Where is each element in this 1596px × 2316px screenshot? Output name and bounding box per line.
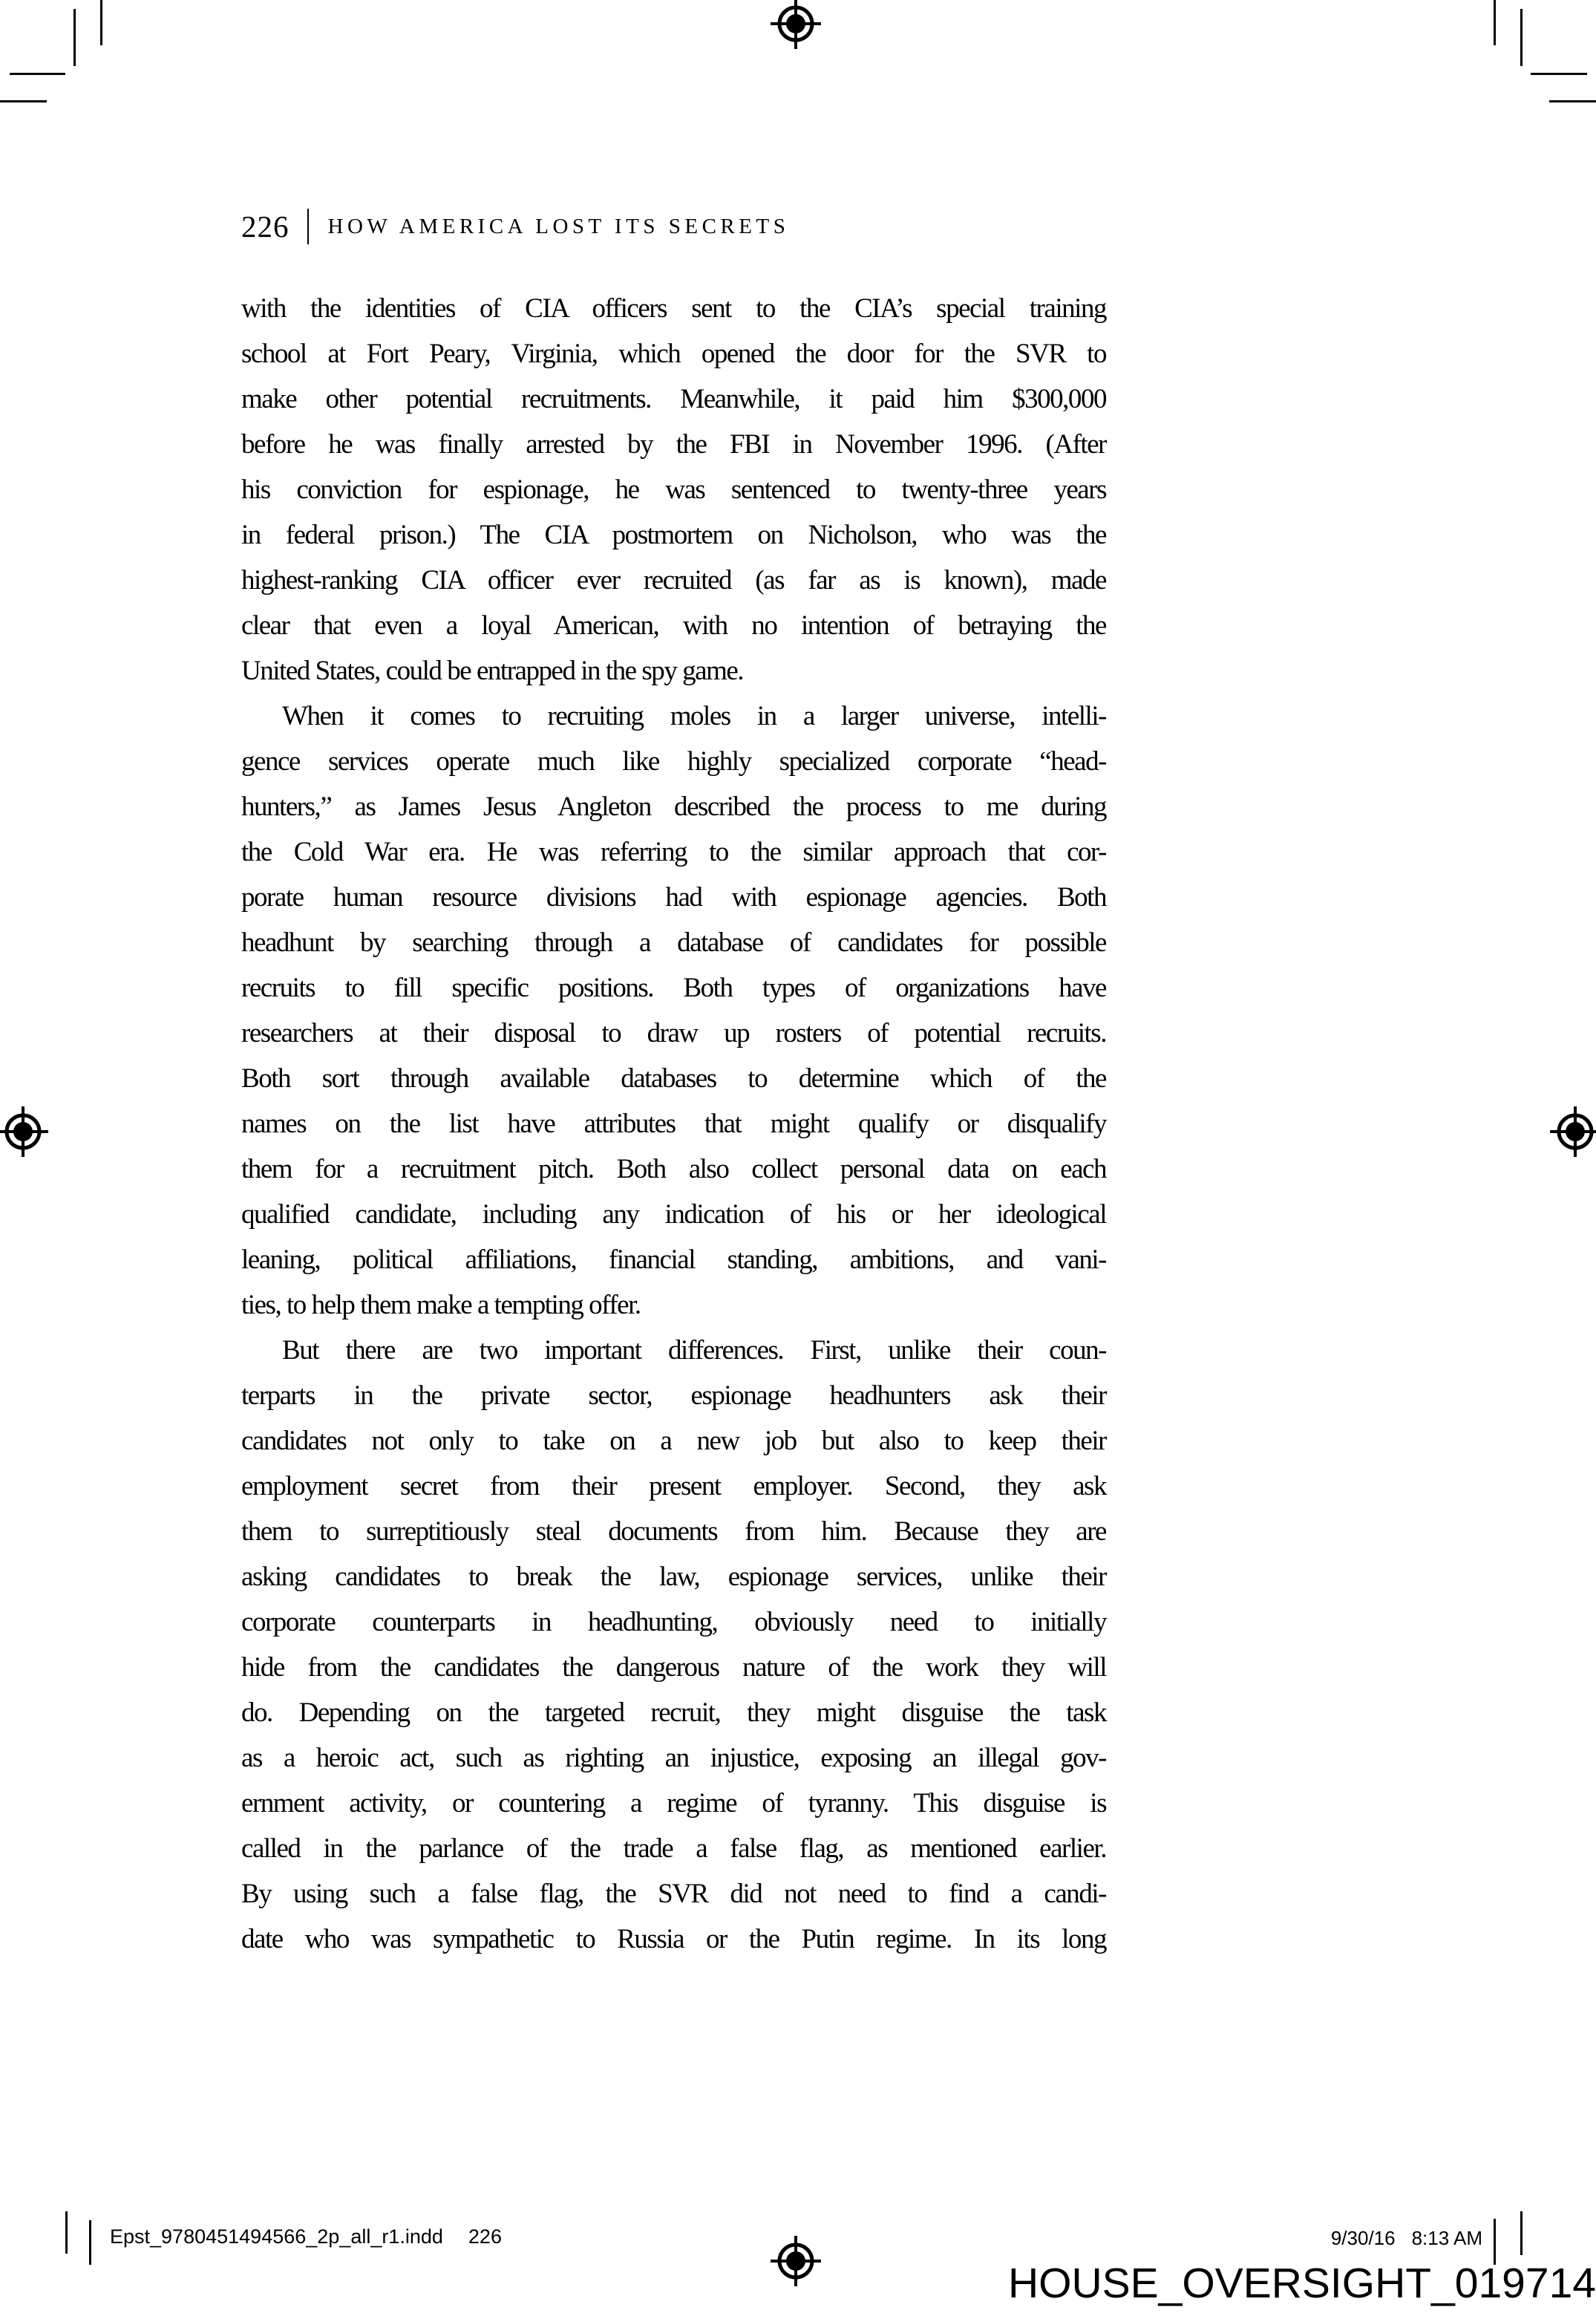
body-line: highest-ranking CIA officer ever recruited (as far as is known), made [241,565,1106,596]
body-line: hide from the candidates the dangerous nature of the work they will [241,1652,1106,1683]
crop-mark [73,9,76,66]
body-line: them to surreptitiously steal documents from him. Because they are [241,1516,1106,1547]
crop-mark [89,2220,91,2265]
footer-slug-left [110,2225,502,2248]
body-line: But there are two important differences. First, unlike their coun- [282,1335,1106,1366]
body-line: United States, could be entrapped in the spy game. [241,656,744,686]
body-line: terparts in the private sector, espionage headhunters ask their [241,1380,1106,1411]
body-line: names on the list have attributes that might qualify or disqualify [241,1109,1106,1139]
body-line: the Cold War era. He was referring to the similar approach that cor- [241,837,1106,867]
body-text [241,286,1106,1962]
slug-time: 8:13 AM [1411,2227,1482,2249]
slug-filename: Epst_9780451494566_2p_all_r1.indd [110,2225,443,2248]
body-line: recruits to fill specific positions. Both types of organizations have [241,973,1106,1003]
footer-slug-right [1331,2227,1482,2249]
body-line: porate human resource divisions had with espionage agencies. Both [241,882,1106,913]
registration-mark-icon [0,1106,49,1158]
crop-mark [1531,73,1587,75]
registration-mark-icon [1549,1106,1596,1158]
bates-stamp: HOUSE_OVERSIGHT_019714 [1007,2260,1596,2307]
body-line: before he was finally arrested by the FBI in November 1996. (After [241,429,1106,460]
body-line: corporate counterparts in headhunting, obviously need to initially [241,1607,1106,1637]
body-line: them for a recruitment pitch. Both also collect personal data on each [241,1154,1106,1184]
header-divider [307,209,309,244]
book-title: HOW AMERICA LOST ITS SECRETS [327,215,790,238]
slug-date: 9/30/16 [1330,2227,1396,2249]
body-line: do. Depending on the targeted recruit, they might disguise the task [241,1697,1106,1728]
body-line: asking candidates to break the law, espionage services, unlike their [241,1562,1106,1592]
slug-page-number: 226 [468,2225,502,2248]
crop-mark [65,2211,68,2254]
body-line: as a heroic act, such as righting an injustice, exposing an illegal gov- [241,1743,1106,1773]
body-line: with the identities of CIA officers sent to the CIA’s special training [241,293,1106,324]
crop-mark [10,73,65,75]
body-line: Both sort through available databases to determine which of the [241,1063,1106,1094]
body-line: qualified candidate, including any indication of his or her ideological [241,1199,1106,1230]
body-line: date who was sympathetic to Russia or the Putin regime. In its long [241,1924,1106,1954]
body-line: called in the parlance of the trade a false flag, as mentioned earlier. [241,1833,1106,1864]
body-line: make other potential recruitments. Meanwhile, it paid him $300,000 [241,384,1106,414]
crop-mark [1494,0,1496,45]
body-line: gence services operate much like highly specialized corporate “head- [241,746,1106,777]
body-line: candidates not only to take on a new job but also to keep their [241,1426,1106,1456]
body-line: When it comes to recruiting moles in a larger universe, intelli- [282,701,1106,731]
body-line: school at Fort Peary, Virginia, which opened the door for the SVR to [241,339,1106,369]
crop-mark [1520,9,1523,66]
crop-mark [0,100,47,102]
crop-mark [1494,2219,1496,2265]
body-line: ernment activity, or countering a regime of tyranny. This disguise is [241,1788,1106,1818]
body-line: clear that even a loyal American, with no intention of betraying the [241,610,1106,641]
crop-mark [1549,100,1596,102]
body-line: in federal prison.) The CIA postmortem on Nicholson, who was the [241,520,1106,550]
crop-mark [100,0,102,45]
crop-mark [1520,2211,1523,2255]
body-line: leaning, political affiliations, financial standing, ambitions, and vani- [241,1245,1106,1275]
registration-mark-icon [770,2235,822,2287]
body-line: hunters,” as James Jesus Angleton described the process to me during [241,792,1106,822]
body-line: employment secret from their present employer. Second, they ask [241,1471,1106,1501]
body-line: headhunt by searching through a database of candidates for possible [241,927,1106,958]
body-line: ties, to help them make a tempting offer. [241,1290,641,1320]
page-number: 226 [241,209,290,244]
running-head [241,209,1106,244]
registration-mark-icon [770,0,822,50]
body-line: By using such a false flag, the SVR did not need to find a candi- [241,1879,1106,1909]
body-line: researchers at their disposal to draw up rosters of potential recruits. [241,1018,1106,1048]
body-line: his conviction for espionage, he was sentenced to twenty-three years [241,474,1106,505]
